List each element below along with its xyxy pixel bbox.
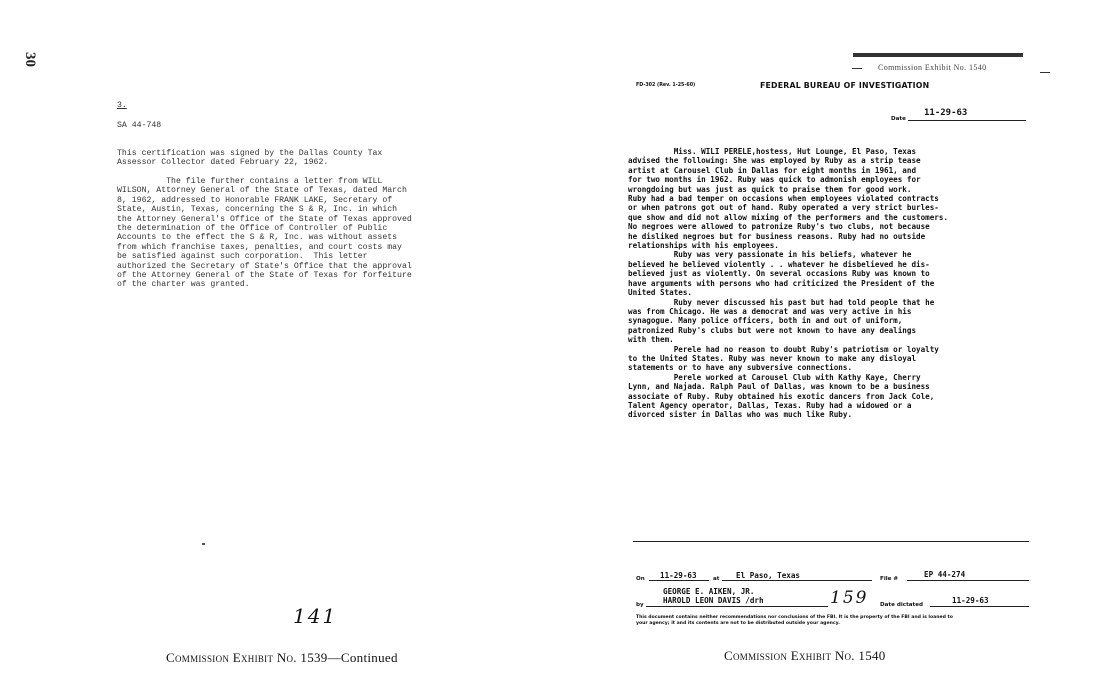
on-underline <box>649 580 709 581</box>
at-value: El Paso, Texas <box>736 571 801 580</box>
date-label: Date <box>891 116 906 122</box>
right-caption <box>724 648 886 664</box>
stamp-bar <box>853 53 1023 57</box>
date-underline <box>908 120 1026 121</box>
right-caption-title: Commission Exhibit No. 1540 <box>724 648 886 663</box>
handwritten-page-number-right: 159 <box>830 588 869 608</box>
left-caption <box>166 650 398 666</box>
file-reference: SA 44-748 <box>117 121 162 130</box>
dictated-underline <box>930 606 1029 607</box>
dictated-value: 11-29-63 <box>952 596 989 605</box>
on-value: 11-29-63 <box>660 571 697 580</box>
stamp-dash-right <box>1040 72 1050 73</box>
page-number: 30 <box>22 52 38 67</box>
certification-paragraph: This certification was signed by the Dallas County Tax Assessor Collector dated February 22, 1962. <box>117 149 383 168</box>
stamp-dash-left <box>852 68 862 69</box>
by-label: by <box>636 602 644 608</box>
item-number: 3. <box>117 101 127 110</box>
date-value: 11-29-63 <box>924 108 968 118</box>
handwritten-page-number: 141 <box>293 604 338 628</box>
agency-header: FEDERAL BUREAU OF INVESTIGATION <box>760 81 930 90</box>
exhibit-stamp: Commission Exhibit No. 1540 <box>878 63 987 72</box>
left-caption-title: Commission Exhibit No. 1539 <box>166 650 328 665</box>
letter-paragraph: The file further contains a letter from WILL WILSON, Attorney General of the State of Texas, dated March 8, 1962, addressed to Honorable FRANK LAKE, Secretary of State, Austin, Texas, concerning the S & R, Inc. in which the Attorney General's Office of the State of Texas approved the determination of the Office of Controller of Public Accounts to the effect the S & R, Inc. was without assets from which franchise taxes, penalties, and court costs may be satisfied against such corporation. This letter authorized the Secretary of State's Office that the approval of the Attorney General of the State of Texas for forfeiture of the charter was granted. <box>117 177 412 290</box>
form-id: FD-302 (Rev. 1-25-60) <box>636 83 696 88</box>
at-label: at <box>713 576 720 582</box>
agent-name-2: HAROLD LEON DAVIS /drh <box>663 596 764 605</box>
file-value: EP 44-274 <box>924 570 966 579</box>
fbi-disclaimer: This document contains neither recommendations nor conclusions of the FBI. It is the property of the FBI and is loaned to your agency; it and its contents are not to be distributed outside your agency. <box>636 615 953 626</box>
file-underline <box>907 580 1029 581</box>
at-underline <box>722 580 872 581</box>
left-caption-suffix: —Continued <box>327 650 398 665</box>
agent-name-1: GEORGE E. AIKEN, JR. <box>663 587 755 596</box>
interview-body: Miss. WILI PERELE,hostess, Hut Lounge, El Paso, Texas advised the following: She was employed by Ruby as a strip tease artist at Carousel Club in Dallas for eight months in 1961, and for two months in 1962. Ruby was quick to admonish employees for wrongdoing but was just as quick to praise them for good work. Ruby had a bad temper on occasions when employees violated contracts or when patrons got out of hand. Ruby operated a very strict burles- que show and did not allow mixing of the performers and the customers. No negroes were allowed to patronize Ruby's two clubs, not because he disliked negroes but for business reasons. Ruby had no outside relationships with his employees. Ruby was very passionate in his beliefs, whatever he believed he believed violently . . whatever he disbelieved he dis- believed just as violently. On several occasions Ruby was known to have arguments with persons who had criticized the President of the United States. Ruby never discussed his past but had told people that he was from Chicago. He was a democrat and was very active in his synagogue. Many police officers, both in and out of uniform, patronized Ruby's clubs but were not known to have any dealings with them. Perele had no reason to doubt Ruby's patriotism or loyalty to the United States. Ruby was never known to make any disloyal statements or to have any subversive connections. Perele worked at Carousel Club with Kathy Kaye, Cherry Lynn, and Najada. Ralph Paul of Dallas, was known to be a business associate of Ruby. Ruby obtained his exotic dancers from Jack Cole, Talent Agency operator, Dallas, Texas. Ruby had a widowed or a divorced sister in Dallas who was much like Ruby. <box>628 147 949 420</box>
file-label: File # <box>880 576 899 582</box>
dictated-label: Date dictated <box>880 602 923 608</box>
stray-mark <box>202 543 205 545</box>
by-underline <box>646 606 828 607</box>
body-end-rule <box>633 541 1029 542</box>
on-label: On <box>636 576 645 582</box>
